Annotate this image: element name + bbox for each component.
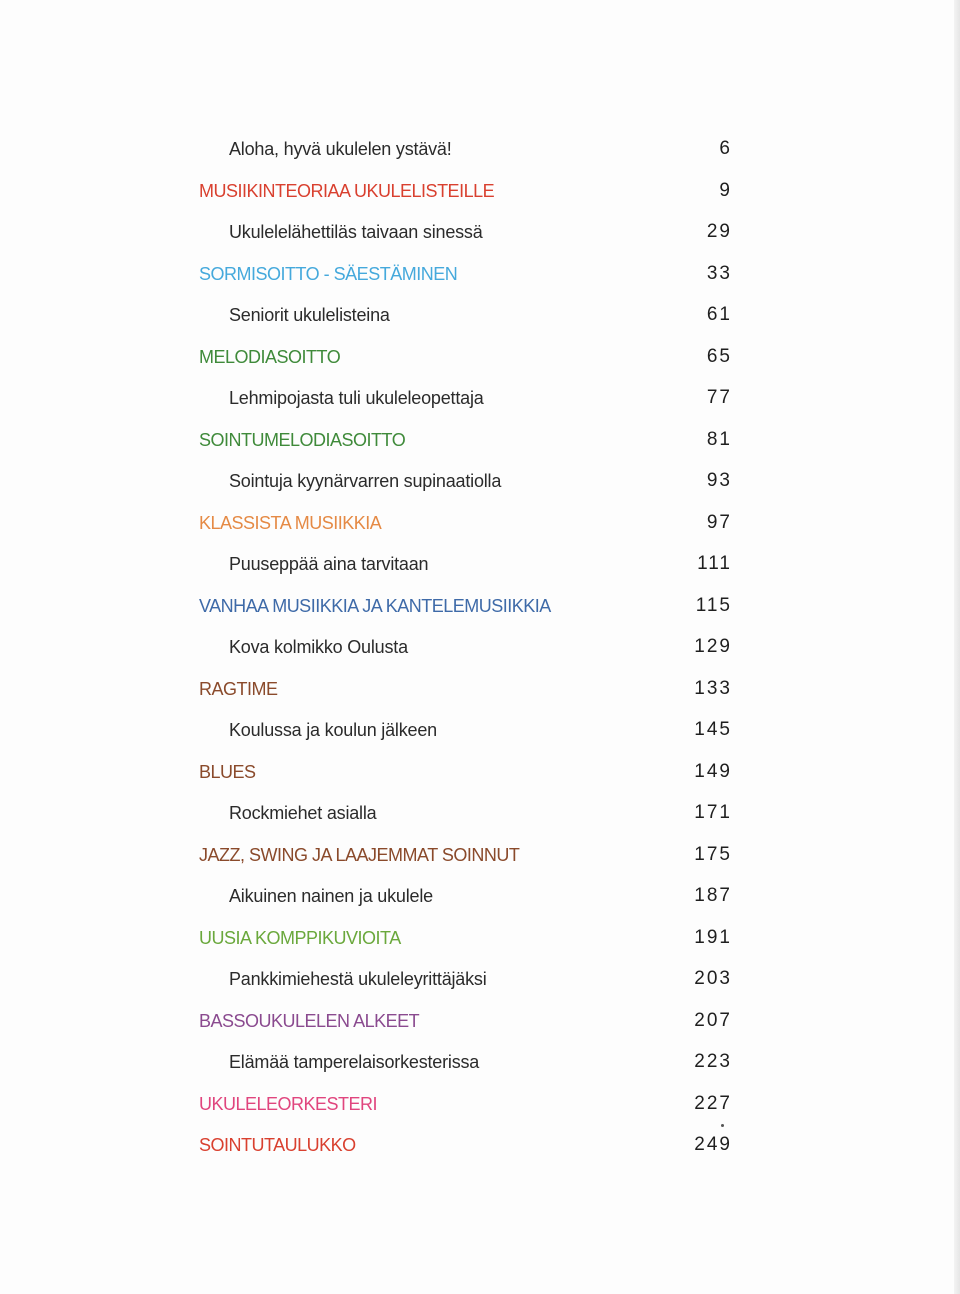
toc-section-row <box>0 337 960 379</box>
toc-section-row <box>0 171 960 213</box>
toc-section-title: UUSIA KOMPPIKUVIOITA <box>199 927 401 948</box>
toc-page-number: 227 <box>694 1092 732 1114</box>
toc-page-number: 97 <box>706 511 732 533</box>
toc-section-title: MUSIIKINTEORIAA UKULELISTEILLE <box>199 180 495 201</box>
toc-page-number: 33 <box>706 262 732 284</box>
toc-page-number: 203 <box>694 968 732 989</box>
toc-page-number: 77 <box>706 387 732 408</box>
toc-section-row <box>0 835 960 877</box>
toc-page-number: 149 <box>694 760 732 782</box>
toc-section-title: UKULELEORKESTERI <box>199 1093 378 1114</box>
print-speck <box>721 1124 724 1127</box>
toc-chapter-title: Ukulelelähettiläs taivaan sinessä <box>229 222 483 242</box>
toc-page-number: 111 <box>697 553 732 574</box>
toc-chapter-row <box>0 295 960 337</box>
toc-page-number: 129 <box>694 636 732 657</box>
toc-section-title: BLUES <box>199 761 256 782</box>
toc-section-row <box>0 254 960 296</box>
toc-section-title: SORMISOITTO - SÄESTÄMINEN <box>199 263 458 284</box>
toc-page-number: 145 <box>694 719 732 740</box>
toc-chapter-title: Pankkimiehestä ukuleleyrittäjäksi <box>229 969 487 989</box>
toc-section-row <box>0 503 960 545</box>
toc-chapter-title: Elämää tamperelaisorkesterissa <box>229 1052 480 1072</box>
toc-page-number: 9 <box>719 179 732 201</box>
toc-section-row <box>0 420 960 462</box>
toc-page-number: 65 <box>706 345 732 367</box>
toc-page-number: 187 <box>694 885 732 906</box>
toc-page-number: 249 <box>694 1134 732 1155</box>
toc-chapter-title: Sointuja kyynärvarren supinaatiolla <box>229 471 502 491</box>
toc-chapter-row <box>0 544 960 586</box>
toc-page-number: 61 <box>706 304 732 325</box>
toc-page-number: 6 <box>719 138 732 159</box>
toc-chapter-row <box>0 793 960 835</box>
toc-section-row <box>0 752 960 794</box>
toc-section-title: VANHAA MUSIIKKIA JA KANTELEMUSIIKKIA <box>199 595 551 616</box>
toc-section-row <box>0 1084 960 1126</box>
toc-chapter-title: Aloha, hyvä ukulelen ystävä! <box>229 139 452 159</box>
toc-section-title: RAGTIME <box>199 678 278 699</box>
toc-page-number: 29 <box>706 221 732 242</box>
toc-chapter-row <box>0 129 960 171</box>
toc-section-title: SOINTUMELODIASOITTO <box>199 429 406 450</box>
toc-chapter-title: Rockmiehet asialla <box>229 803 377 823</box>
toc-section-title: KLASSISTA MUSIIKKIA <box>199 512 382 533</box>
toc-chapter-row <box>0 1042 960 1084</box>
toc-chapter-row <box>0 378 960 420</box>
toc-page-number: 81 <box>706 428 732 450</box>
toc-chapter-row <box>0 627 960 669</box>
toc-section-title: SOINTUTAULUKKO <box>199 1135 356 1155</box>
toc-page-number: 133 <box>694 677 732 699</box>
toc-section-title: BASSOUKULELEN ALKEET <box>199 1010 420 1031</box>
toc-page-number: 191 <box>694 926 732 948</box>
toc-section-row <box>0 669 960 711</box>
toc-chapter-row <box>0 959 960 1001</box>
toc-section-row <box>0 1125 960 1167</box>
toc-section-row <box>0 918 960 960</box>
toc-chapter-title: Aikuinen nainen ja ukulele <box>229 886 433 906</box>
toc-chapter-title: Puuseppää aina tarvitaan <box>229 554 429 574</box>
toc-page-number: 223 <box>694 1051 732 1072</box>
toc-chapter-title: Lehmipojasta tuli ukuleleopettaja <box>229 388 484 408</box>
toc-section-row <box>0 586 960 628</box>
toc-page-number: 93 <box>706 470 732 491</box>
toc-page-number: 115 <box>695 594 732 616</box>
toc-chapter-row <box>0 876 960 918</box>
toc-chapter-row <box>0 710 960 752</box>
toc-chapter-row <box>0 461 960 503</box>
toc-chapter-title: Seniorit ukulelisteina <box>229 305 390 325</box>
toc-chapter-row <box>0 212 960 254</box>
toc-page-number: 207 <box>694 1009 732 1031</box>
toc-page-number: 175 <box>694 843 732 865</box>
toc-section-title: MELODIASOITTO <box>199 346 341 367</box>
toc-chapter-title: Koulussa ja koulun jälkeen <box>229 720 437 740</box>
toc-section-row <box>0 1001 960 1043</box>
toc-page-number: 171 <box>694 802 732 823</box>
toc-chapter-title: Kova kolmikko Oulusta <box>229 637 408 657</box>
table-of-contents <box>0 129 960 1167</box>
toc-section-title: JAZZ, SWING JA LAAJEMMAT SOINNUT <box>199 844 520 865</box>
